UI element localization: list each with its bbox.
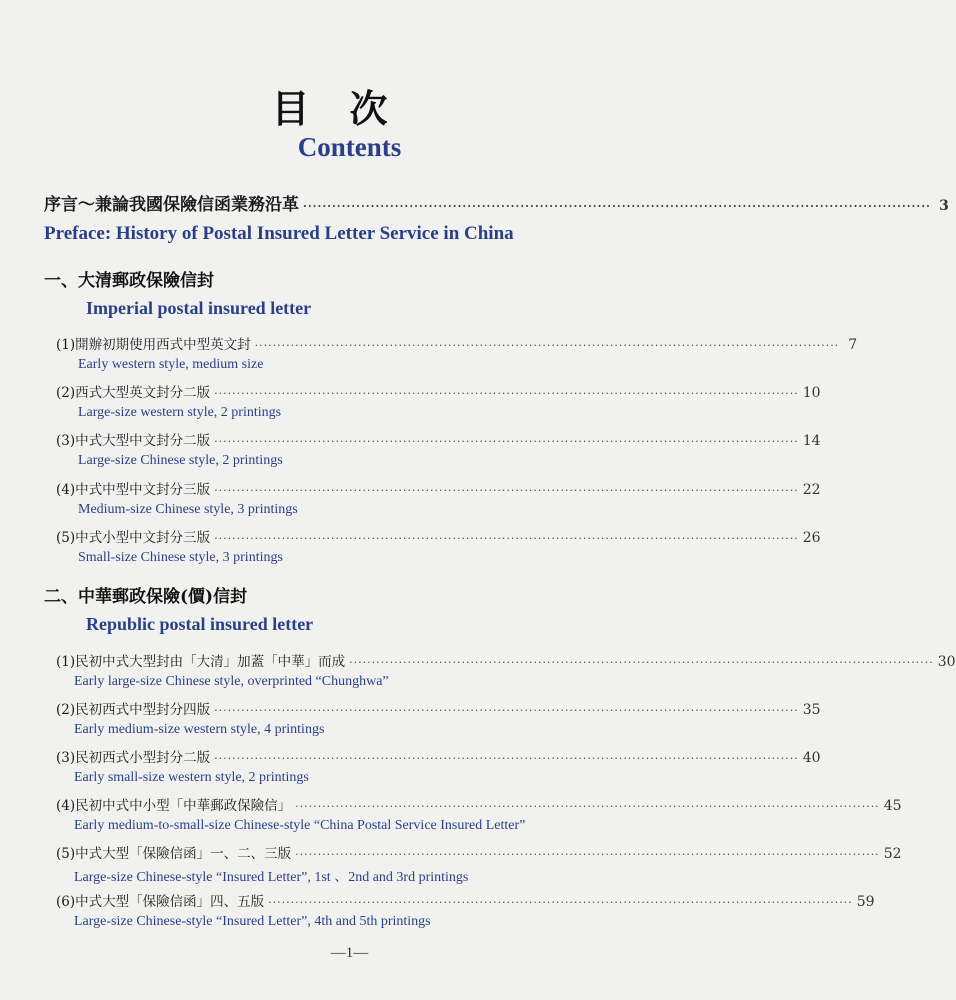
entry-title-english: Early large-size Chinese style, overprinted “Chunghwa” [74, 674, 389, 689]
toc-entry[interactable] [56, 746, 821, 766]
page-footer-number: —1— [330, 945, 369, 961]
entry-title-chinese: (4)中式中型中文封分三版 [56, 482, 211, 498]
entry-title-chinese: (5)中式大型「保險信函」一、二、三版 [56, 846, 292, 862]
page-number: 52 [883, 846, 902, 862]
entry-title-chinese: (6)中式大型「保險信函」四、五版 [56, 894, 265, 910]
section-heading-english: Republic postal insured letter [86, 614, 314, 634]
page-number: 59 [856, 894, 875, 910]
entry-title-english: Large-size Chinese style, 2 printings [78, 453, 283, 468]
dot-leader: ·································································································································· [214, 387, 799, 400]
entry-title-english: Early western style, medium size [78, 357, 264, 372]
toc-entry[interactable] [56, 842, 902, 862]
dot-leader: ·································································································································· [295, 848, 880, 861]
entry-title-english: Early medium-size western style, 4 printings [74, 722, 325, 737]
dot-leader: ·································································································································· [303, 200, 931, 213]
toc-entry[interactable] [56, 333, 858, 353]
entry-title-chinese: (4)民初中式中小型「中華郵政保險信」 [56, 798, 292, 814]
section-heading-english: Imperial postal insured letter [86, 298, 312, 318]
toc-entry[interactable] [56, 478, 821, 498]
entry-title-chinese: (5)中式小型中文封分三版 [56, 530, 211, 546]
preface-entry[interactable] [44, 190, 949, 215]
entry-title-chinese: (3)中式大型中文封分二版 [56, 433, 211, 449]
page-number: 7 [848, 337, 858, 353]
dot-leader: ·································································································································· [214, 752, 799, 765]
section-heading-chinese: 一、大清郵政保險信封 [44, 271, 214, 291]
dot-leader: ·································································································································· [268, 896, 853, 909]
page-title-chinese: 目次 [271, 86, 428, 131]
preface-title-english: Preface: History of Postal Insured Letter Service in China [44, 223, 514, 244]
dot-leader: ·································································································································· [214, 484, 799, 497]
entry-title-english: Large-size Chinese-style “Insured Letter”, 1st 、2nd and 3rd printings [74, 870, 469, 885]
toc-entry[interactable] [56, 890, 875, 910]
toc-entry[interactable] [56, 381, 821, 401]
entry-title-chinese: (1)民初中式大型封由「大清」加蓋「中華」而成 [56, 654, 346, 670]
entry-title-english: Small-size Chinese style, 3 printings [78, 550, 283, 565]
entry-title-chinese: (2)民初西式中型封分四版 [56, 702, 211, 718]
page-number: 30 [937, 654, 956, 670]
page-title-english: Contents [297, 132, 402, 162]
entry-title-english: Medium-size Chinese style, 3 printings [78, 502, 298, 517]
entry-title-chinese: (3)民初西式小型封分二版 [56, 750, 211, 766]
section-heading-chinese: 二、中華郵政保險(價)信封 [44, 587, 248, 607]
page-number: 45 [883, 798, 902, 814]
dot-leader: ·································································································································· [254, 339, 840, 352]
page-number: 40 [802, 750, 821, 766]
entry-title-english: Early small-size western style, 2 printings [74, 770, 309, 785]
dot-leader: ·································································································································· [214, 435, 799, 448]
page-number: 10 [802, 385, 821, 401]
dot-leader: ·································································································································· [214, 704, 799, 717]
entry-title-chinese: (2)西式大型英文封分二版 [56, 385, 211, 401]
toc-entry[interactable] [56, 429, 821, 449]
entry-title-english: Early medium-to-small-size Chinese-style “China Postal Service Insured Letter” [74, 818, 526, 833]
toc-entry[interactable] [56, 794, 902, 814]
dot-leader: ·································································································································· [295, 800, 880, 813]
toc-entry[interactable] [56, 526, 821, 546]
toc-entry[interactable] [56, 650, 956, 670]
page-number: 3 [939, 198, 949, 214]
entry-title-english: Large-size Chinese-style “Insured Letter”, 4th and 5th printings [74, 914, 431, 929]
entry-title-chinese: (1)開辦初期使用西式中型英文封 [56, 337, 251, 353]
dot-leader: ·································································································································· [349, 656, 934, 669]
entry-title-english: Large-size western style, 2 printings [78, 405, 282, 420]
page-number: 14 [802, 433, 821, 449]
preface-title-chinese: 序言～兼論我國保險信函業務沿革 [44, 195, 299, 215]
page-number: 26 [802, 530, 821, 546]
toc-entry[interactable] [56, 698, 821, 718]
page-number: 22 [802, 482, 821, 498]
page-number: 35 [802, 702, 821, 718]
dot-leader: ·································································································································· [214, 532, 799, 545]
